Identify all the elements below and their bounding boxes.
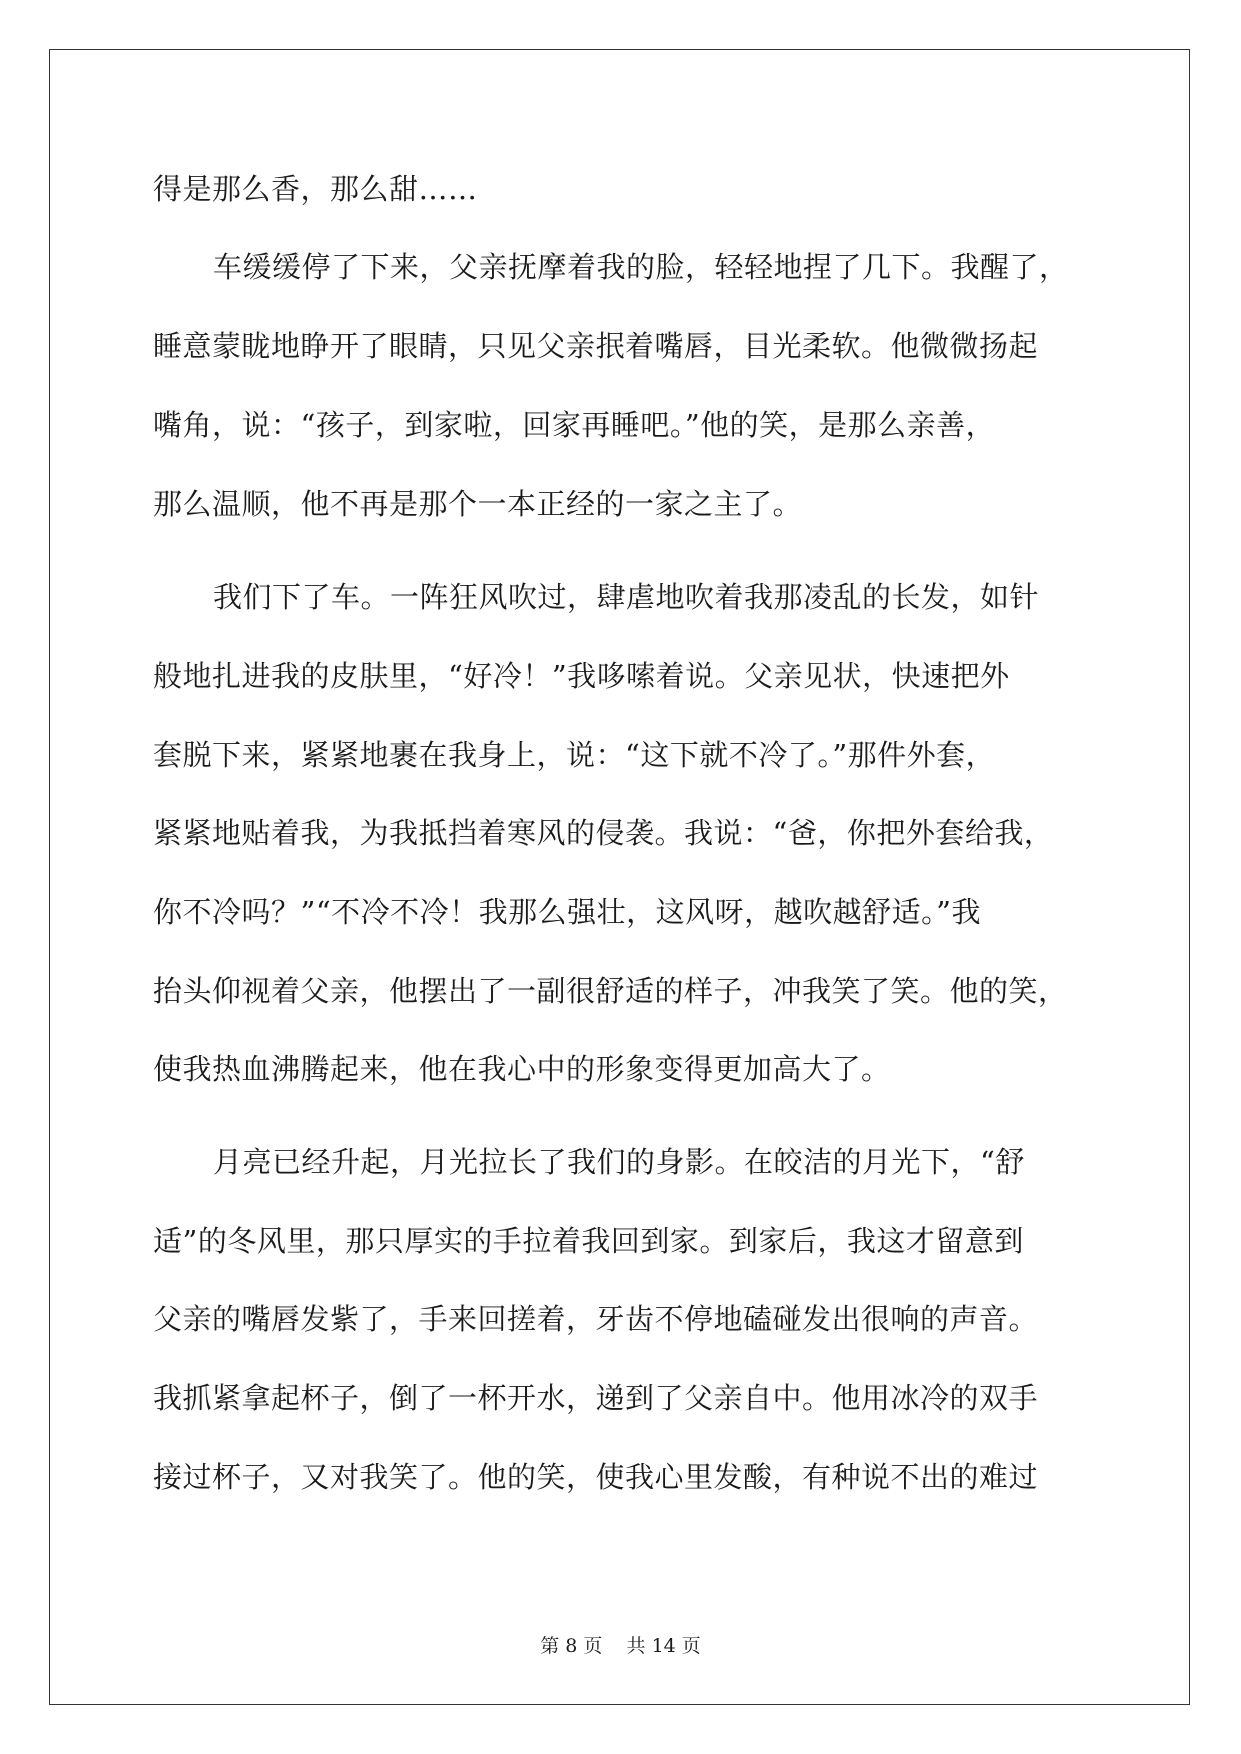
text-line: 我抓紧拿起杯子，倒了一杯开水，递到了父亲自中。他用冰冷的双手 <box>153 1381 1039 1415</box>
text-line: 接过杯子，又对我笑了。他的笑，使我心里发酸，有种说不出的难过 <box>153 1460 1039 1494</box>
text-line: 适”的冬风里，那只厚实的手拉着我回到家。到家后，我这才留意到 <box>153 1224 1024 1258</box>
text-line: 得是那么香，那么甜…… <box>153 172 478 206</box>
text-line: 抬头仰视着父亲，他摆出了一副很舒适的样子，冲我笑了笑。他的笑， <box>153 974 1068 1008</box>
text-line: 紧紧地贴着我，为我抵挡着寒风的侵袭。我说：“爸，你把外套给我， <box>153 816 1054 850</box>
page-border <box>49 49 1190 1705</box>
text-line: 般地扎进我的皮肤里，“好冷！”我哆嗦着说。父亲见状，快速把外 <box>153 659 1010 693</box>
text-line: 使我热血沸腾起来，他在我心中的形象变得更加高大了。 <box>153 1052 891 1086</box>
text-line-indented: 月亮已经升起，月光拉长了我们的身影。在皎洁的月光下，“舒 <box>213 1145 1025 1179</box>
text-line: 嘴角，说：“孩子，到家啦，回家再睡吧。”他的笑，是那么亲善， <box>153 408 996 442</box>
text-line: 父亲的嘴唇发紫了，手来回搓着，牙齿不停地磕碰发出很响的声音。 <box>153 1302 1039 1336</box>
text-line: 套脱下来，紧紧地裹在我身上，说：“这下就不冷了。”那件外套， <box>153 738 996 772</box>
text-line: 睡意蒙眬地睁开了眼睛，只见父亲抿着嘴唇，目光柔软。他微微扬起 <box>153 329 1039 363</box>
text-line: 你不冷吗？”“不冷不冷！我那么强壮，这风呀，越吹越舒适。”我 <box>153 895 981 929</box>
text-line-indented: 车缓缓停了下来，父亲抚摩着我的脸，轻轻地捏了几下。我醒了， <box>213 250 1069 284</box>
page-number-footer: 第 8 页 共 14 页 <box>540 1635 701 1657</box>
text-line-indented: 我们下了车。一阵狂风吹过，肆虐地吹着我那凌乱的长发，如针 <box>213 580 1040 614</box>
text-line: 那么温顺，他不再是那个一本正经的一家之主了。 <box>153 487 803 521</box>
